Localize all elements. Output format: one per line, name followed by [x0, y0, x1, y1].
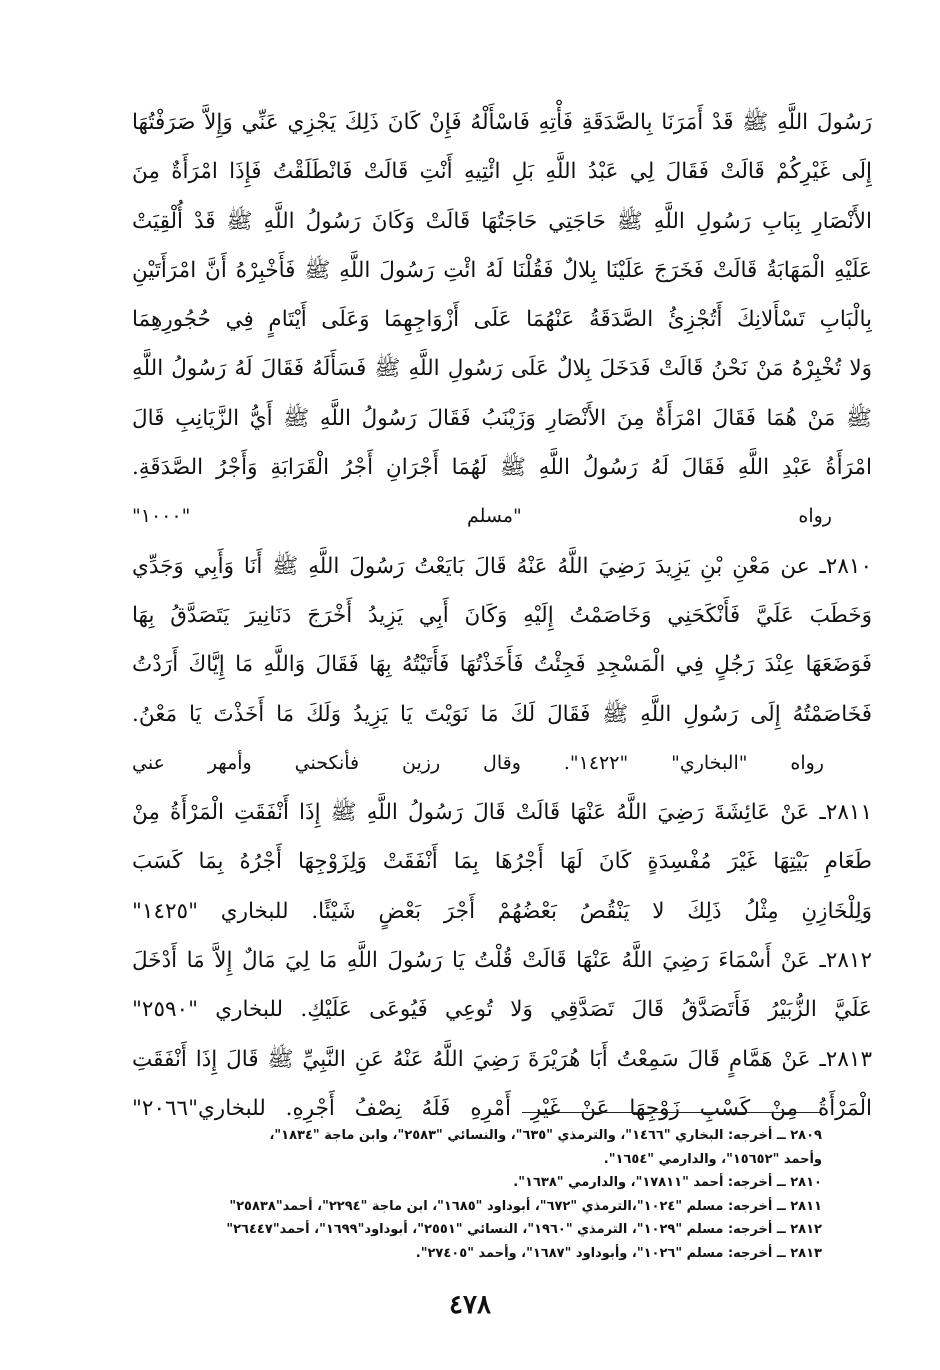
hadith-2810-line: فَوَضَعَهَا عِنْدَ رَجُلٍ فِي الْمَسْجِدِ فَجِئْتُ فَأَخَذْتُهَا فَأَتَيْتُهُ بِهَا فَقَالَ وَاللَّهِ مَا إِيَّاكَ أَرَدْتُ: [132, 652, 872, 678]
footnote-line: ٢٨٠٩ ــ أخرجه: البخاري "١٤٦٦"، والترمذي "٦٣٥"، والنسائي "٢٥٨٣"، وابن ماجة "١٨٣٤"،: [269, 1128, 822, 1143]
hadith-2811-line: وَلِلْخَازِنِ مِثْلُ ذَلِكَ لا يَنْقُصُ بَعْضُهُمْ أَجْرَ بَعْضٍ شَيْئًا. للبخاري "١٤٢٥": [132, 898, 872, 924]
hadith-2812-line: عَلَيَّ الزُّبَيْرُ فَأَتَصَدَّقُ قَالَ تَصَدَّقِي وَلا تُوعِي فَيُوعَى عَلَيْكِ. للبخاري "٢٥٩٠": [132, 997, 872, 1023]
main-text: [132, 98, 872, 1133]
text-line: بِالْبَابِ تَسْأَلانِكَ أَتُجْزِئُ الصَّدَقَةُ عَنْهُمَا عَلَى أَزْوَاجِهِمَا وَعَلَى أَيْتَامٍ فِي حُجُورِهِمَا: [132, 307, 872, 333]
footnote-line: ٢٨١٠ ــ أخرجه: أحمد "١٧٨١١"، والدارمي "١٦٣٨".: [513, 1175, 822, 1190]
hadith-2812-line: ٢٨١٢ـ عَنْ أَسْمَاءَ رَضِيَ اللَّهُ عَنْهَا قَالَتْ قُلْتُ يَا رَسُولَ اللَّهِ مَا لِيَ مَالٌ إِلاَّ مَا أَدْخَلَ: [132, 948, 872, 974]
hadith-2811-line: طَعَامِ بَيْتِهَا غَيْرَ مُفْسِدَةٍ كَانَ لَهَا أَجْرُهَا بِمَا أَنْفَقَتْ وَلِزَوْجِهَا أَجْرُهُ بِمَا كَسَبَ: [132, 849, 872, 875]
text-line: عَلَيْهِ الْمَهَابَةُ قَالَتْ فَخَرَجَ عَلَيْنَا بِلالٌ فَقُلْنَا لَهُ ائْتِ رَسُولَ اللَّهِ ﷺ فَأَخْبِرْهُ أَنَّ امْرَأَتَيْنِ: [132, 257, 872, 283]
hadith-2813-line: ٢٨١٣ـ عَنْ هَمَّامٍ قَالَ سَمِعْتُ أَبَا هُرَيْرَةَ رَضِيَ اللَّهُ عَنْهُ عَنِ النَّبِيِّ ﷺ قَالَ إِذَا أَنْفَقَتِ: [132, 1046, 872, 1072]
hadith-2810-line: ٢٨١٠ـ عن مَعْنِ بْنِ يَزِيدَ رَضِيَ اللَّهُ عَنْهُ قَالَ بَايَعْتُ رَسُولَ اللَّهِ ﷺ أَنَا وَأَبِي وَجَدِّي: [132, 553, 872, 579]
footnote-divider: [522, 1112, 822, 1113]
text-line: امْرَأَةُ عَبْدِ اللَّهِ فَقَالَ لَهُ رَسُولُ اللَّهِ ﷺ لَهُمَا أَجْرَانِ أَجْرُ الْقَرَابَةِ وَأَجْرُ الصَّدَقَةِ.: [132, 455, 872, 481]
source-reference-2809: رواه "مسلم "١٠٠٠": [132, 505, 832, 528]
text-line: إِلَى غَيْرِكُمْ قَالَتْ فَقَالَ لِي عَبْدُ اللَّهِ بَلِ ائْتِيهِ أَنْتِ قَالَتْ فَانْطَلَقْتُ فَإِذَا امْرَأَةٌ مِنَ: [132, 159, 872, 185]
hadith-2810-line: فَخَاصَمْتُهُ إِلَى رَسُولِ اللَّهِ ﷺ فَقَالَ لَكَ مَا نَوَيْتَ يَا يَزِيدُ وَلَكَ مَا أَخَذْتَ يَا مَعْنُ.: [132, 701, 872, 727]
footnote-line: ٢٨١١ ــ أخرجه: مسلم "١٠٢٤"،الترمذي "٦٧٢"، أبوداود "١٦٨٥"، ابن ماجة "٢٢٩٤"، أحمد"٢٥٨٣٨": [229, 1198, 822, 1214]
text-line: ﷺ مَنْ هُمَا فَقَالَ امْرَأَةٌ مِنَ الأَنْصَارِ وَزَيْنَبُ فَقَالَ رَسُولُ اللَّهِ ﷺ أَيُّ الزَّيَانِبِ قَالَ: [132, 405, 872, 431]
hadith-2813-line: الْمَرْأَةُ مِنْ كَسْبِ زَوْجِهَا عَنْ غَيْرِ أَمْرِهِ فَلَهُ نِصْفُ أَجْرِهِ. للبخاري"٢٠٦٦": [132, 1095, 872, 1121]
footnote-line: ٢٨١٣ ــ أخرجه: مسلم "١٠٢٦"، وأبوداود "١٦٨٧"، وأحمد "٢٧٤٠٥".: [415, 1245, 822, 1261]
footnote-line: ٢٨١٢ ــ أخرجه: مسلم "١٠٢٩"، الترمذي "١٩٦٠"، النسائي "٢٥٥١"، أبوداود"١٦٩٩"، أحمد"٢٦٤٤٧": [226, 1222, 822, 1237]
text-line: وَلا تُخْبِرْهُ مَنْ نَحْنُ قَالَتْ فَدَخَلَ بِلالٌ عَلَى رَسُولِ اللَّهِ ﷺ فَسَأَلَهُ فَقَالَ لَهُ رَسُولُ اللَّهِ: [132, 356, 872, 382]
text-line: الأَنْصَارِ بِبَابِ رَسُولِ اللَّهِ ﷺ حَاجَتِي حَاجَتُهَا قَالَتْ وَكَانَ رَسُولُ اللَّهِ ﷺ قَدْ أُلْقِيَتْ: [132, 208, 872, 234]
page-number: ٤٧٨: [449, 1290, 491, 1320]
source-reference-2810: رواه "البخاري" "١٤٢٢". وقال رزين فأنكحني وأمهر عني: [132, 751, 824, 774]
footnote-line: وأحمد "١٥٦٥٢"، والدارمي "١٦٥٤".: [603, 1151, 822, 1167]
footnotes: [132, 1124, 822, 1265]
hadith-2811-line: ٢٨١١ـ عَنْ عَائِشَةَ رَضِيَ اللَّهُ عَنْهَا قَالَتْ قَالَ رَسُولُ اللَّهِ ﷺ إِذَا أَنْفَقَتِ الْمَرْأَةُ مِنْ: [132, 800, 872, 826]
text-line: رَسُولَ اللَّهِ ﷺ قَدْ أَمَرَنَا بِالصَّدَقَةِ فَأْتِهِ فَاسْأَلْهُ فَإِنْ كَانَ ذَلِكَ يَجْزِي عَنِّي وَإِلاَّ صَرَفْتُهَا: [132, 110, 872, 135]
hadith-2810-line: وَخَطَبَ عَلَيَّ فَأَنْكَحَنِي وَخَاصَمْتُ إِلَيْهِ وَكَانَ أَبِي يَزِيدُ أَخْرَجَ دَنَانِيرَ يَتَصَدَّقُ بِهَا: [132, 602, 872, 628]
